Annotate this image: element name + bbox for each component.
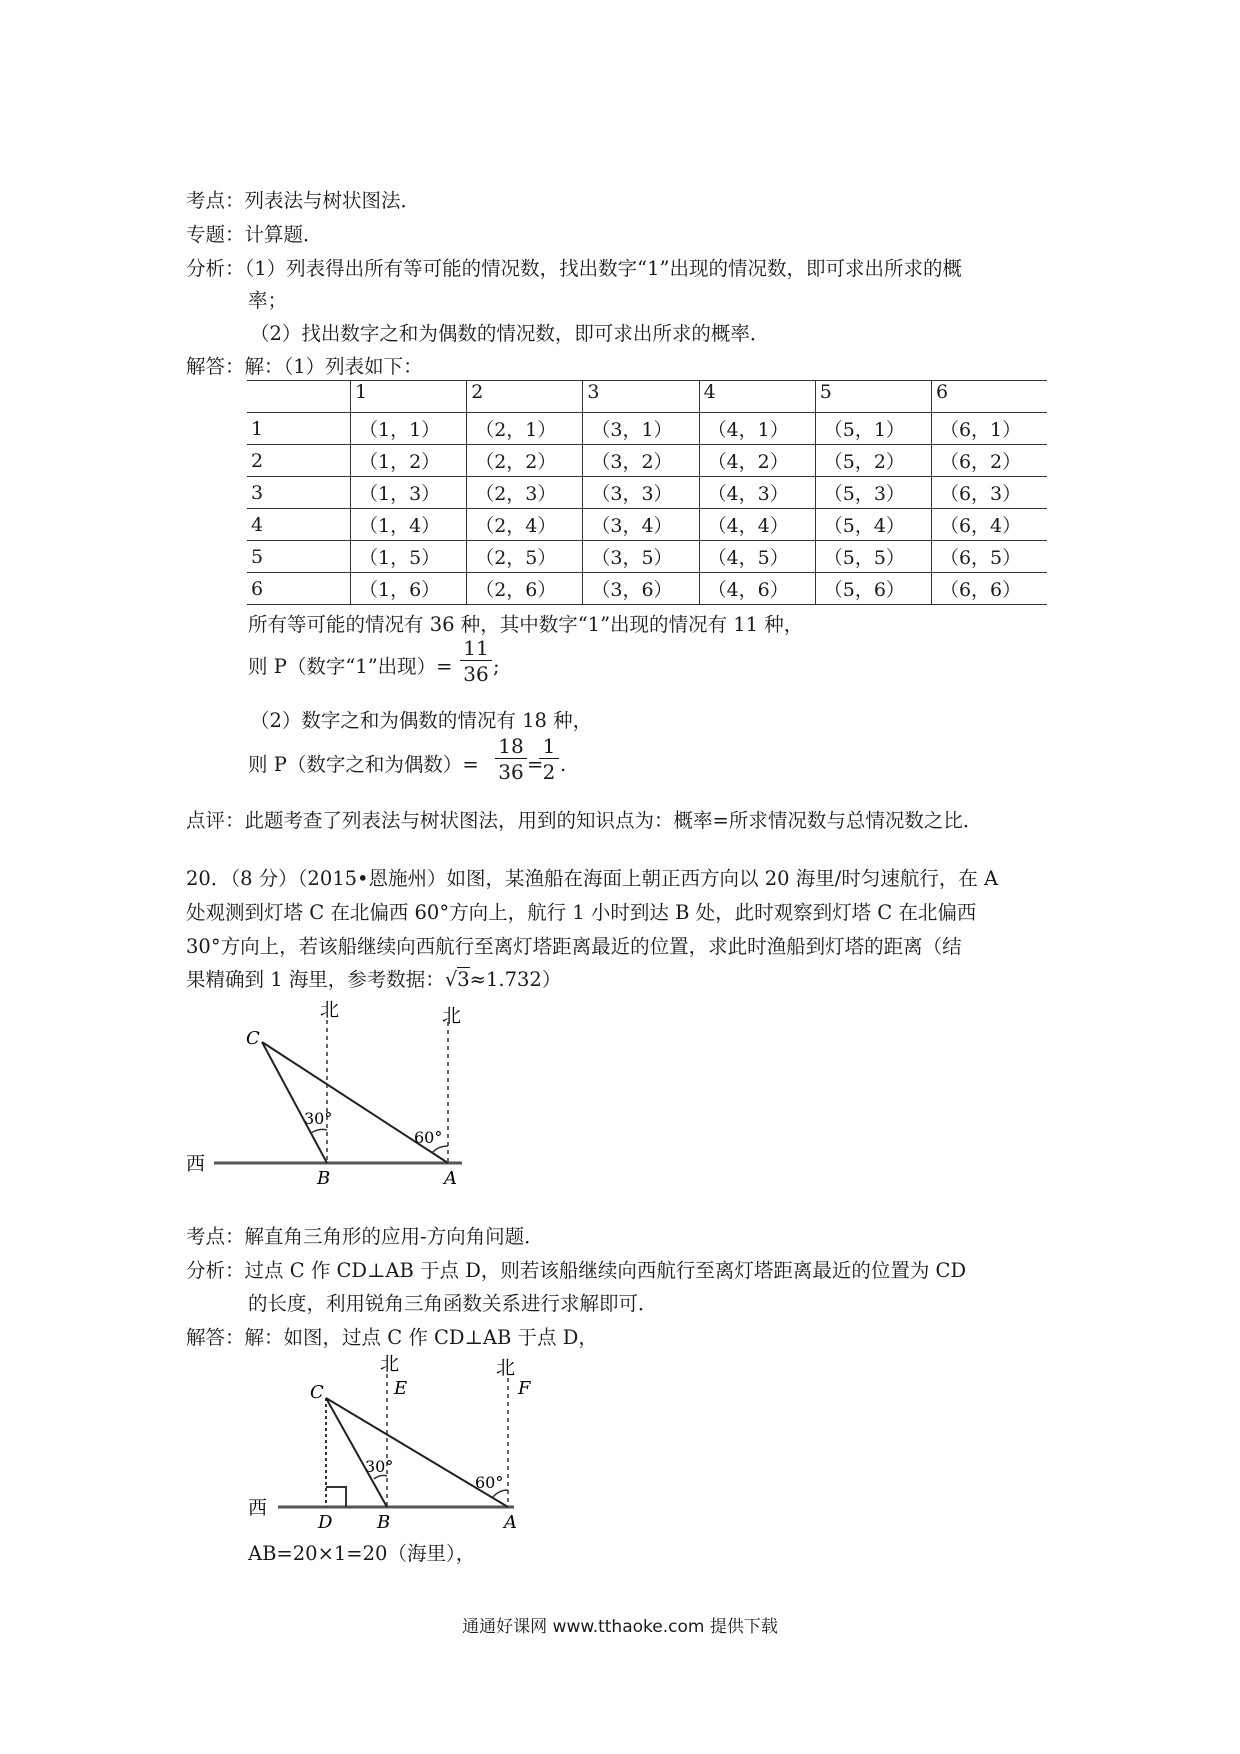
p2-equals: = [527, 753, 544, 776]
label-angle-60: 60° [475, 1473, 504, 1492]
table-cell: （4，6） [699, 573, 815, 605]
label-a: A [504, 1512, 517, 1533]
figure-2-diagram [244, 1352, 544, 1552]
table-header-row [247, 381, 1047, 413]
table-row [247, 477, 1047, 509]
part2-line: （2）数字之和为偶数的情况有 18 种， [250, 709, 593, 732]
table-row [247, 509, 1047, 541]
table-cell: （1，2） [351, 445, 467, 477]
label-west: 西 [248, 1497, 268, 1519]
label-b: B [377, 1512, 391, 1533]
p2-end: . [560, 753, 567, 776]
header-cell: 4 [699, 381, 815, 413]
table-cell: （1，5） [351, 541, 467, 573]
table-cell: （5，4） [815, 509, 931, 541]
fraction-1-2 [539, 734, 559, 785]
table-cell: （2，1） [467, 413, 583, 445]
table-cell: （1，6） [351, 573, 467, 605]
denominator: 36 [463, 662, 489, 686]
fenxi-line-1: 分析：（1）列表得出所有等可能的情况数，找出数字“1”出现的情况数，即可求出所求的概 [186, 257, 963, 280]
ab-line: AB=20×1=20（海里）， [248, 1542, 476, 1565]
table-cell: （6，5） [931, 541, 1047, 573]
table-cell: （4，4） [699, 509, 815, 541]
table-cell: （6，4） [931, 509, 1047, 541]
label-angle-30: 30° [365, 1457, 394, 1476]
table-cell: （4，2） [699, 445, 815, 477]
table-cell: （4，1） [699, 413, 815, 445]
fenxi-line-2-2: 的长度，利用锐角三角函数关系进行求解即可． [248, 1292, 658, 1315]
table-cell: （2，3） [467, 477, 583, 509]
table-cell: （5，3） [815, 477, 931, 509]
table-row [247, 541, 1047, 573]
outcome-table [247, 380, 1047, 605]
kaodian-line: 考点：列表法与树状图法． [186, 189, 421, 212]
header-cell: 2 [467, 381, 583, 413]
table-cell: （2，4） [467, 509, 583, 541]
footer-source: 通通好课网 www.tthaoke.com 提供下载 [462, 1617, 778, 1637]
kaodian-line-2: 考点：解直角三角形的应用-方向角问题． [186, 1225, 544, 1248]
table-cell: （1，4） [351, 509, 467, 541]
table-cell: （4，3） [699, 477, 815, 509]
q20-line-2: 处观测到灯塔 C 在北偏西 60°方向上，航行 1 小时到达 B 处，此时观察到灯塔 C 在北偏西 [186, 901, 977, 924]
p1-end: ; [493, 655, 500, 678]
q20-line-1: 20．（8 分）（2015•恩施州）如图，某渔船在海面上朝正西方向以 20 海里/时匀速航行，在 A [186, 867, 999, 890]
jieda-line: 解答：解：（1）列表如下： [186, 355, 423, 378]
total-cases-line: 所有等可能的情况有 36 种，其中数字“1”出现的情况有 11 种， [248, 613, 804, 636]
q20-line-4 [186, 967, 561, 993]
table-cell: （3，2） [583, 445, 699, 477]
table-cell: （2，5） [467, 541, 583, 573]
numerator: 1 [539, 734, 559, 759]
sqrt-radicand: 3 [457, 968, 470, 991]
row-label-cell: 1 [247, 413, 351, 445]
fraction-18-36 [495, 734, 527, 785]
denominator: 2 [542, 760, 556, 784]
header-cell [247, 381, 351, 413]
table-cell: （3，4） [583, 509, 699, 541]
label-b: B [317, 1168, 331, 1189]
fraction-11-36 [460, 636, 492, 687]
dianping-line: 点评：此题考查了列表法与树状图法，用到的知识点为：概率=所求情况数与总情况数之比． [186, 809, 983, 832]
angle-arc-60 [432, 1146, 448, 1153]
header-cell: 6 [931, 381, 1047, 413]
q20-line-4-post: ≈1.732） [469, 968, 562, 991]
table-cell: （2，6） [467, 573, 583, 605]
label-angle-60: 60° [414, 1128, 443, 1147]
fenxi-line-2: 率； [248, 289, 288, 312]
sqrt-symbol: √ [444, 968, 458, 991]
figure-1-diagram [180, 1000, 480, 1200]
fenxi-line-3: （2）找出数字之和为偶数的情况数，即可求出所求的概率． [250, 322, 770, 345]
table-cell: （3，6） [583, 573, 699, 605]
row-label-cell: 4 [247, 509, 351, 541]
row-label-cell: 3 [247, 477, 351, 509]
header-cell: 5 [815, 381, 931, 413]
table-cell: （5，5） [815, 541, 931, 573]
sqrt-expression [445, 967, 470, 993]
row-label-cell: 2 [247, 445, 351, 477]
q20-line-4-pre: 果精确到 1 海里，参考数据： [186, 968, 445, 991]
label-a: A [444, 1168, 457, 1189]
label-d: D [318, 1512, 333, 1533]
table-cell: （1，3） [351, 477, 467, 509]
table-cell: （6，3） [931, 477, 1047, 509]
table-row [247, 445, 1047, 477]
label-north-2: 北 [442, 1005, 462, 1027]
table-row [247, 573, 1047, 605]
table-cell: （3，5） [583, 541, 699, 573]
denominator: 36 [498, 760, 524, 784]
table-cell: （5，1） [815, 413, 931, 445]
numerator: 11 [460, 636, 492, 661]
angle-arc-30 [311, 1129, 327, 1133]
table-cell: （1，1） [351, 413, 467, 445]
label-e: E [394, 1378, 408, 1399]
label-north-1: 北 [320, 999, 340, 1021]
table-cell: （6，6） [931, 573, 1047, 605]
label-f: F [518, 1378, 531, 1399]
table-cell: （4，5） [699, 541, 815, 573]
table-cell: （6，1） [931, 413, 1047, 445]
zhuanti-line: 专题：计算题． [186, 223, 323, 246]
table-cell: （6，2） [931, 445, 1047, 477]
fenxi-line-2-1: 分析：过点 C 作 CD⊥AB 于点 D，则若该船继续向西航行至离灯塔距离最近的位置为 CD [186, 1259, 967, 1282]
q20-line-3: 30°方向上，若该船继续向西航行至离灯塔距离最近的位置，求此时渔船到灯塔的距离（结 [186, 935, 962, 958]
label-west: 西 [186, 1153, 206, 1175]
table-cell: （5，6） [815, 573, 931, 605]
p1-prefix: 则 P（数字“1”出现）= [248, 655, 453, 678]
table-cell: （3，1） [583, 413, 699, 445]
label-angle-30: 30° [304, 1109, 333, 1128]
p2-prefix: 则 P（数字之和为偶数）= [248, 753, 479, 776]
label-north-1: 北 [380, 1353, 400, 1375]
label-c: C [246, 1028, 260, 1049]
label-north-2: 北 [496, 1357, 516, 1379]
table-row [247, 413, 1047, 445]
right-angle-mark [326, 1487, 346, 1507]
header-cell: 3 [583, 381, 699, 413]
jieda-line-2: 解答：解：如图，过点 C 作 CD⊥AB 于点 D， [186, 1326, 598, 1349]
table-cell: （2，2） [467, 445, 583, 477]
table-cell: （3，3） [583, 477, 699, 509]
numerator: 18 [495, 734, 527, 759]
table-cell: （5，2） [815, 445, 931, 477]
segment-cb [326, 1398, 387, 1507]
segment-cb [262, 1042, 327, 1163]
row-label-cell: 6 [247, 573, 351, 605]
row-label-cell: 5 [247, 541, 351, 573]
header-cell: 1 [351, 381, 467, 413]
label-c: C [310, 1382, 324, 1403]
